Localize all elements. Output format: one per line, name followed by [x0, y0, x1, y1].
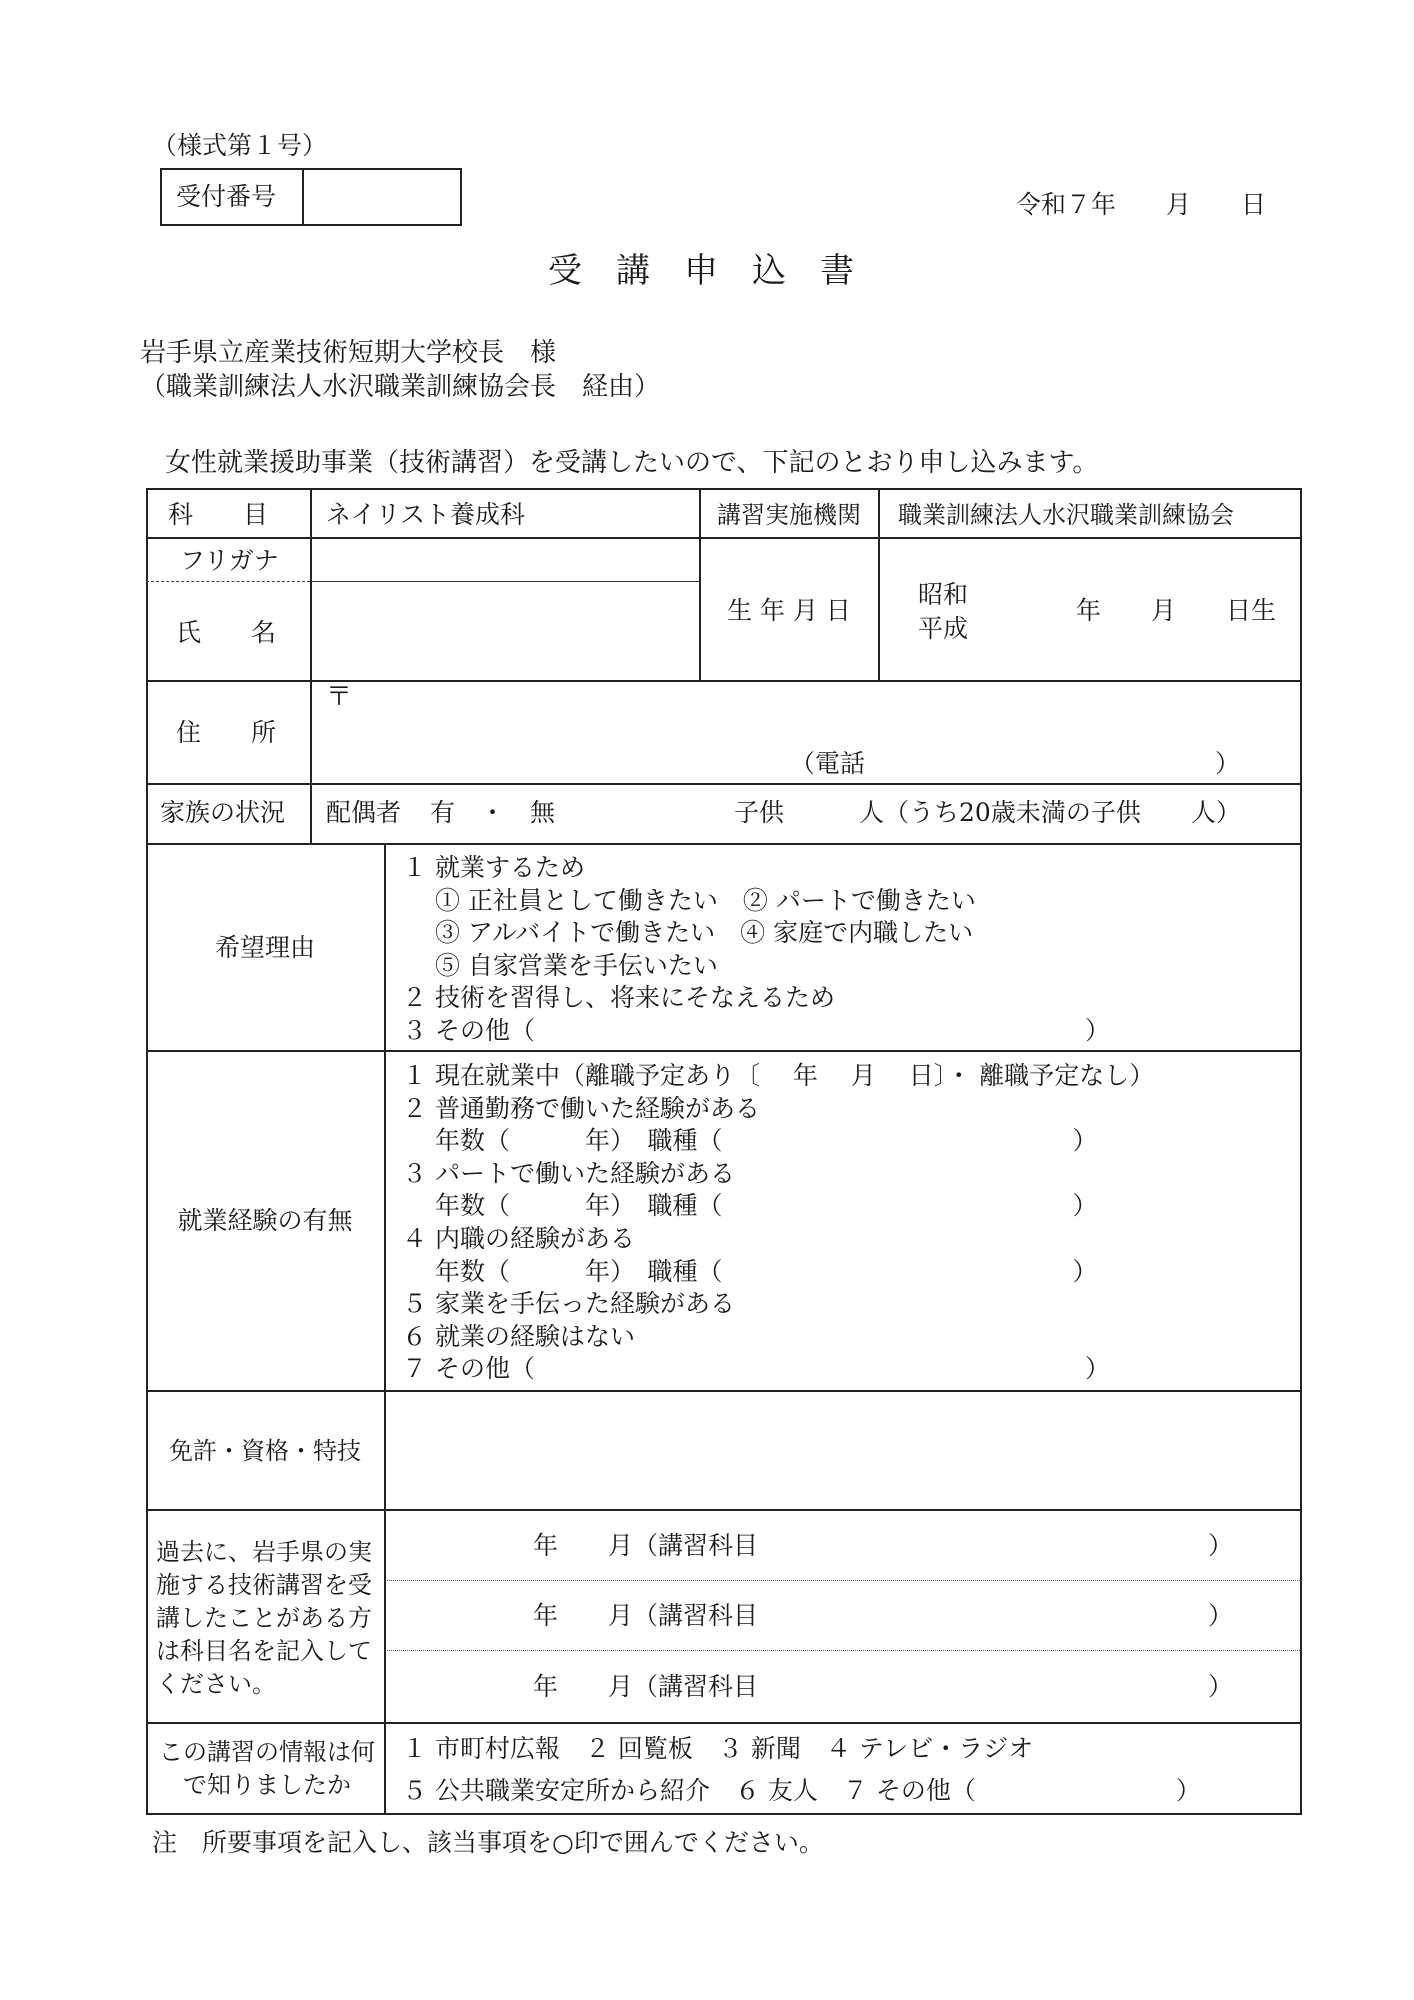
- experience-line: 年数（ 年） 職種（ ）: [402, 1126, 1098, 1156]
- footer-note: 注 所要事項を記入し、該当事項を○印で囲んでください。: [152, 1828, 824, 1857]
- furigana-label: フリガナ: [180, 546, 279, 575]
- org-label: 講習実施機関: [717, 501, 861, 529]
- info-source-label: この講習の情報は何で知りましたか: [159, 1738, 375, 1800]
- hope-reason-label: 希望理由: [214, 933, 315, 962]
- address-label: 住 所: [176, 718, 277, 747]
- spouse-label: 配偶者: [326, 798, 402, 827]
- addressee-line2: （職業訓練法人水沢職業訓練協会長 経由）: [140, 372, 661, 402]
- subject-label: 科 目: [168, 500, 269, 529]
- receipt-number-box: [160, 168, 462, 226]
- furigana-field[interactable]: [312, 539, 698, 580]
- phone-field: （電話 ）: [790, 749, 1241, 778]
- address-field[interactable]: [312, 682, 1300, 738]
- past-course-entry[interactable]: 年 月（講習科目 ）: [533, 1601, 1234, 1630]
- spouse-options[interactable]: 有 ・ 無: [430, 798, 556, 827]
- info-source-options-2[interactable]: ５ 公共職業安定所から紹介 ６ 友人 ７ その他（ ）: [402, 1776, 1201, 1805]
- license-field[interactable]: [386, 1392, 1300, 1508]
- experience-line: ３ パートで働いた経験がある: [402, 1158, 735, 1188]
- past-course-entry[interactable]: 年 月（講習科目 ）: [533, 1531, 1234, 1560]
- form-number: （様式第１号）: [152, 131, 328, 160]
- hope-line: ③ アルバイトで働きたい ④ 家庭で内職したい: [402, 918, 974, 948]
- experience-line: ５ 家業を手伝った経験がある: [402, 1289, 735, 1319]
- family-label: 家族の状況: [160, 798, 286, 827]
- experience-line: ２ 普通勤務で働いた経験がある: [402, 1093, 760, 1123]
- era-showa: 昭和: [918, 580, 969, 609]
- era-heisei: 平成: [918, 614, 969, 643]
- experience-line: ６ 就業の経験はない: [402, 1321, 635, 1351]
- info-source-options-1[interactable]: １ 市町村広報 ２ 回覧板 ３ 新聞 ４ テレビ・ラジオ: [402, 1734, 1034, 1763]
- license-label: 免許・資格・特技: [169, 1437, 361, 1465]
- hope-reason-options[interactable]: [402, 852, 1110, 1048]
- children-info: 子供 人（うち20歳未満の子供 人）: [734, 798, 1241, 827]
- postal-mark: 〒: [326, 682, 353, 712]
- hope-line: ３ その他（ ）: [402, 1015, 1110, 1045]
- page-title: 受 講 申 込 書: [548, 251, 854, 291]
- experience-line: １ 現在就業中（離職予定あり〔 年 月 日〕・ 離職予定なし）: [402, 1061, 1155, 1090]
- intro-text: 女性就業援助事業（技術講習）を受講したいので、下記のとおり申し込みます。: [165, 448, 1099, 478]
- hope-line: ① 正社員として働きたい ② パートで働きたい: [402, 885, 976, 915]
- hope-line: １ 就業するため: [402, 853, 585, 882]
- hope-line: ２ 技術を習得し、将来にそなえるため: [402, 983, 835, 1013]
- name-label: 氏 名: [176, 618, 277, 647]
- experience-line: 年数（ 年） 職種（ ）: [402, 1191, 1098, 1221]
- experience-line: ４ 内職の経験がある: [402, 1223, 635, 1253]
- org-value: 職業訓練法人水沢職業訓練協会: [898, 501, 1234, 529]
- receipt-number-field[interactable]: [304, 170, 460, 224]
- hope-line: ⑤ 自家営業を手伝いたい: [402, 950, 718, 980]
- application-date: 令和７年 月 日: [1016, 190, 1267, 219]
- experience-line: 年数（ 年） 職種（ ）: [402, 1256, 1098, 1286]
- addressee-line1: 岩手県立産業技術短期大学校長 様: [140, 338, 557, 368]
- past-course-label: 過去に、岩手県の実施する技術講習を受講したことがある方は科目名を記入してください。: [156, 1538, 372, 1699]
- birthdate-fields: 年 月 日生: [1076, 596, 1277, 625]
- experience-options[interactable]: [402, 1060, 1154, 1386]
- receipt-number-label: 受付番号: [176, 182, 277, 211]
- subject-value: ネイリスト養成科: [326, 500, 526, 529]
- experience-label: 就業経験の有無: [177, 1206, 353, 1235]
- experience-line: ７ その他（ ）: [402, 1354, 1110, 1384]
- birthdate-label: 生 年 月 日: [727, 596, 851, 625]
- name-field[interactable]: [312, 583, 698, 679]
- past-course-entry[interactable]: 年 月（講習科目 ）: [533, 1672, 1234, 1701]
